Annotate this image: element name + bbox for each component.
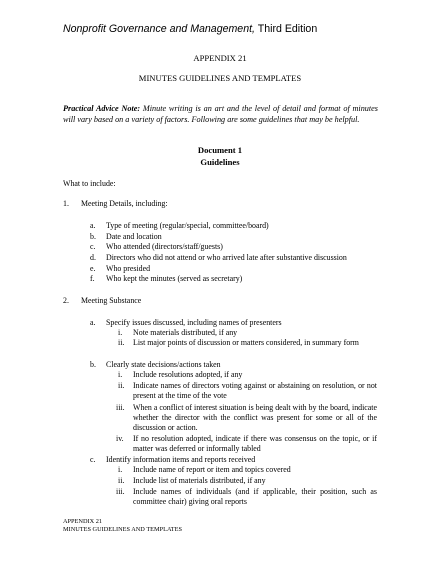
list-item: Directors who did not attend or who arrived late after substantive discussion <box>106 253 347 262</box>
sub-item: Include names of individuals (and if applicable, their position, such as committee chair) giving oral reports <box>133 487 377 506</box>
list-item: Type of meeting (regular/special, committee/board) <box>106 221 269 230</box>
sub-marker: ii. <box>118 338 125 347</box>
advice-text: Minute writing is an art and the level of detail and format of minutes will vary based on a variety of factors. Following are some guidelines that may be helpful. <box>63 104 378 124</box>
sub-marker: i. <box>118 370 123 379</box>
sub-marker: iv. <box>116 434 124 443</box>
document-number: Document 1 <box>197 145 243 155</box>
sub-item: Include list of materials distributed, if any <box>133 476 266 485</box>
sub-item: When a conflict of interest situation is being dealt with by the board, indicate whether the director with the conflict was present for some or all of the discussion or action. <box>133 403 377 432</box>
list-item: Who attended (directors/staff/guests) <box>106 242 223 251</box>
list-item: Clearly state decisions/actions taken <box>106 360 221 369</box>
list-marker: b. <box>90 232 96 241</box>
sub-item: Indicate names of directors voting against or abstaining on resolution, or not present at the time of the vote <box>133 381 377 400</box>
sub-marker: iii. <box>116 487 125 496</box>
sub-item: Note materials distributed, if any <box>133 328 238 337</box>
list-item: Date and location <box>106 232 162 241</box>
list-item: Identify information items and reports received <box>106 455 256 464</box>
list-marker: a. <box>90 318 96 327</box>
document-name: Guidelines <box>200 156 240 167</box>
list-marker: f. <box>90 274 95 283</box>
sub-marker: iii. <box>116 403 125 412</box>
sub-item: Include name of report or item and topics covered <box>133 465 291 474</box>
sub-item: List major points of discussion or matters considered, in summary form <box>133 338 359 347</box>
list-item: Who kept the minutes (served as secretary) <box>106 274 243 283</box>
sub-marker: ii. <box>118 476 125 485</box>
section-2-title: Meeting Substance <box>81 296 142 305</box>
list-marker: e. <box>90 264 96 273</box>
sub-marker: ii. <box>118 381 125 390</box>
appendix-title: MINUTES GUIDELINES AND TEMPLATES <box>138 73 302 83</box>
book-header <box>63 23 317 35</box>
book-title: Nonprofit Governance and Management, <box>63 23 255 35</box>
list-marker: a. <box>90 221 96 230</box>
document-heading <box>0 145 440 168</box>
list-item: Who presided <box>106 264 151 273</box>
list-item: Specify issues discussed, including names of presenters <box>106 318 282 327</box>
sub-marker: i. <box>118 328 123 337</box>
advice-label: Practical Advice Note: <box>63 104 141 113</box>
book-edition: Third Edition <box>254 23 318 35</box>
sub-item: If no resolution adopted, indicate if there was consensus on the topic, or if matter was deferred or informally tabled <box>133 434 377 453</box>
section-1-title: Meeting Details, including: <box>81 199 168 208</box>
list-marker: d. <box>90 253 96 262</box>
sub-item: Include resolutions adopted, if any <box>133 370 243 379</box>
what-to-include: What to include: <box>63 179 116 188</box>
practical-advice-note <box>63 104 378 125</box>
list-marker: b. <box>90 360 96 369</box>
sub-marker: i. <box>118 465 123 474</box>
section-1-number: 1. <box>63 199 69 208</box>
list-marker: c. <box>90 242 96 251</box>
footer-appendix: APPENDIX 21 <box>63 518 103 525</box>
appendix-number: APPENDIX 21 <box>193 53 247 63</box>
page-footer <box>63 518 182 534</box>
list-marker: c. <box>90 455 96 464</box>
footer-title: MINUTES GUIDELINES AND TEMPLATES <box>63 526 182 533</box>
section-2-number: 2. <box>63 296 69 305</box>
